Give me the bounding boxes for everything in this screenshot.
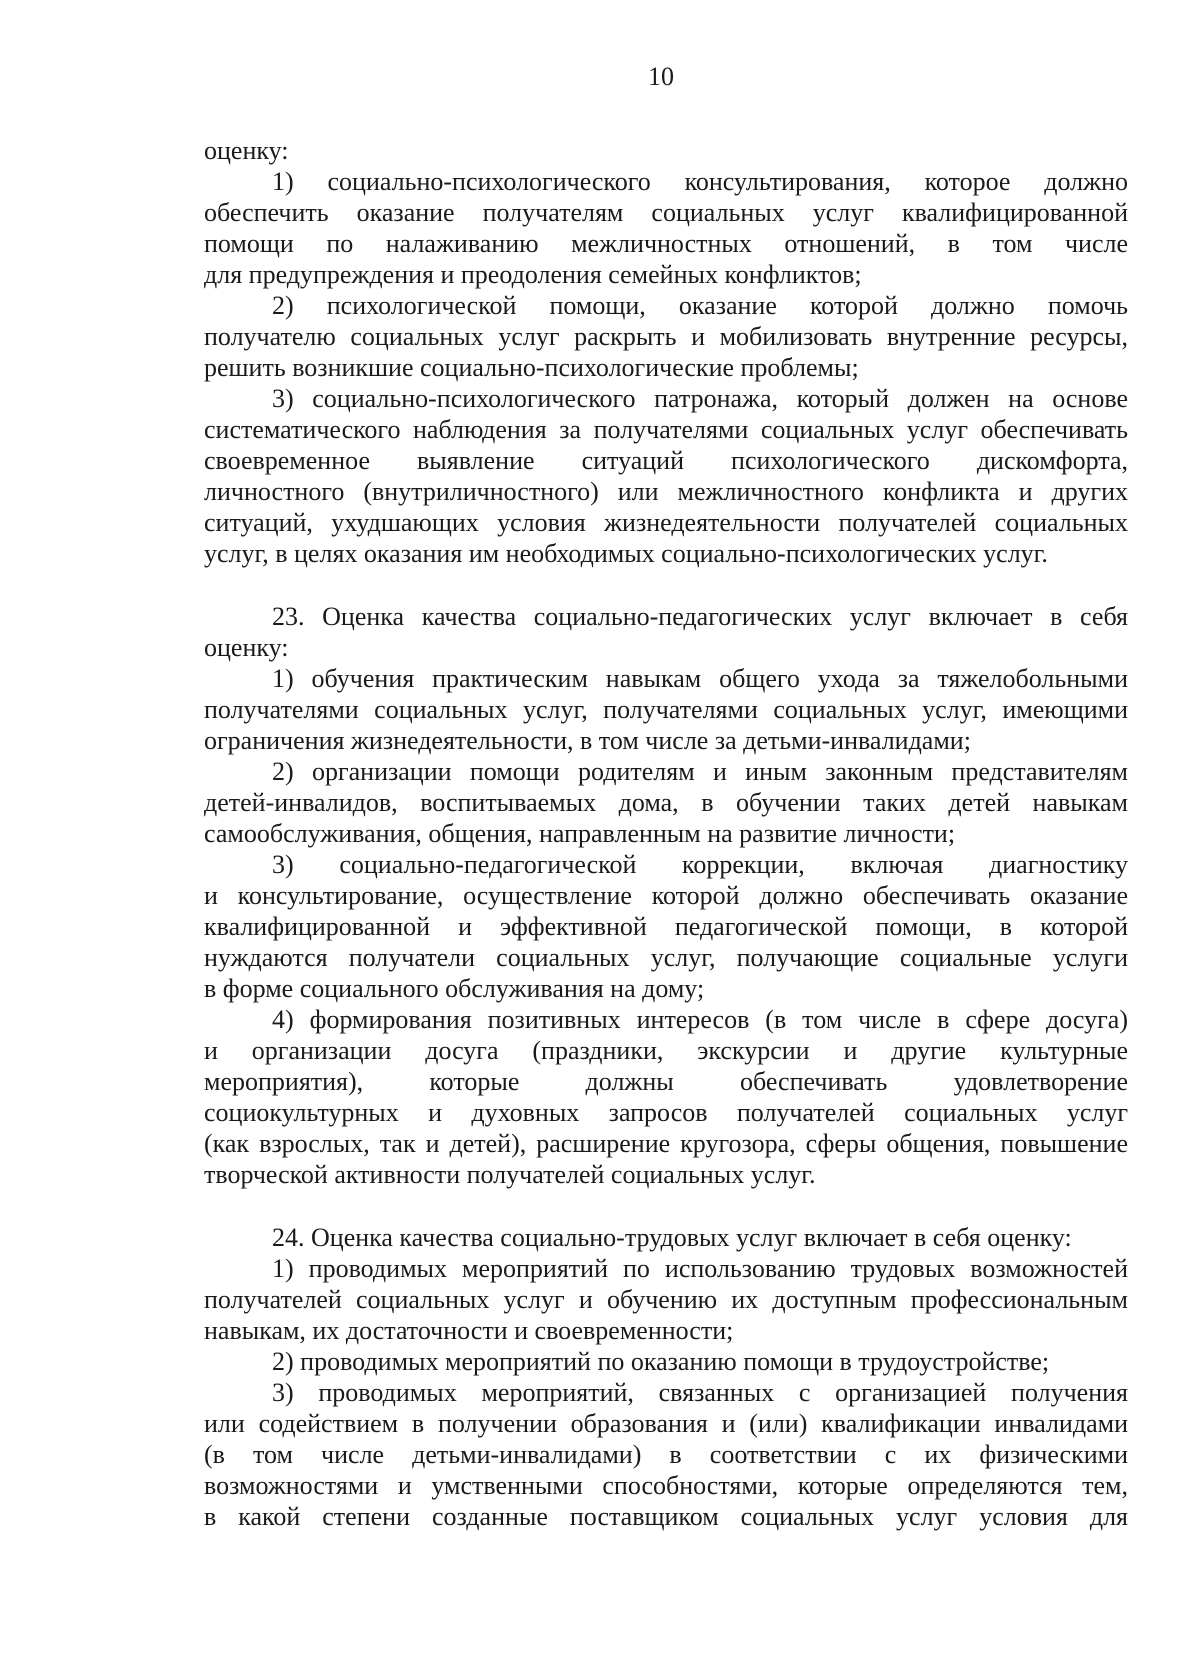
text-line: и консультирование, осуществление которой должно обеспечивать оказание [204, 881, 1128, 910]
paragraph-gap [204, 1190, 1128, 1222]
text-line: услуг, в целях оказания им необходимых социально-психологических услуг. [204, 539, 1048, 568]
text-line: решить возникшие социально-психологические проблемы; [204, 353, 859, 382]
text-line: (в том числе детьми-инвалидами) в соответствии с их физическими [204, 1440, 1128, 1469]
text-line: личностного (внутриличностного) или межличностного конфликта и других [204, 477, 1128, 506]
text-line: творческой активности получателей социальных услуг. [204, 1160, 816, 1189]
text-line: навыкам, их достаточности и своевременности; [204, 1316, 734, 1345]
text-line: ограничения жизнедеятельности, в том числе за детьми-инвалидами; [204, 726, 971, 755]
text-line: или содействием в получении образования и (или) квалификации инвалидами [204, 1409, 1128, 1438]
text-line: 1) проводимых мероприятий по использованию трудовых возможностей [272, 1254, 1128, 1283]
text-line: обеспечить оказание получателям социальных услуг квалифицированной [204, 198, 1128, 227]
text-line: нуждаются получатели социальных услуг, получающие социальные услуги [204, 943, 1128, 972]
text-line: 2) проводимых мероприятий по оказанию помощи в трудоустройстве; [272, 1347, 1050, 1376]
text-line: ситуаций, ухудшающих условия жизнедеятельности получателей социальных [204, 508, 1128, 537]
text-line: оценку: [204, 633, 289, 662]
text-line: 23. Оценка качества социально-педагогических услуг включает в себя [272, 602, 1128, 631]
text-line: 2) организации помощи родителям и иным законным представителям [272, 757, 1128, 786]
text-line: возможностями и умственными способностями, которые определяются тем, [204, 1471, 1128, 1500]
text-line: систематического наблюдения за получателями социальных услуг обеспечивать [204, 415, 1128, 444]
text-line: квалифицированной и эффективной педагогической помощи, в которой [204, 912, 1128, 941]
text-line: 1) социально-психологического консультирования, которое должно [272, 167, 1128, 196]
page-number: 10 [648, 62, 674, 91]
text-section [204, 601, 1128, 1190]
text-line: социокультурных и духовных запросов получателей социальных услуг [204, 1098, 1128, 1127]
text-line: 3) социально-психологического патронажа, который должен на основе [272, 384, 1128, 413]
text-line: 3) социально-педагогической коррекции, включая диагностику [272, 850, 1128, 879]
text-section [204, 1222, 1128, 1532]
text-line: получателей социальных услуг и обучению их доступным профессиональным [204, 1285, 1128, 1314]
text-line: и организации досуга (праздники, экскурсии и другие культурные [204, 1036, 1128, 1065]
text-line: помощи по налаживанию межличностных отношений, в том числе [204, 229, 1128, 258]
text-line: самообслуживания, общения, направленным на развитие личности; [204, 819, 956, 848]
text-line: (как взрослых, так и детей), расширение кругозора, сферы общения, повышение [204, 1129, 1128, 1158]
text-line: оценку: [204, 136, 289, 165]
paragraph-gap [204, 569, 1128, 601]
text-line: 3) проводимых мероприятий, связанных с организацией получения [272, 1378, 1128, 1407]
text-line: в форме социального обслуживания на дому; [204, 974, 705, 1003]
text-line: получателями социальных услуг, получателями социальных услуг, имеющими [204, 695, 1128, 724]
text-line: 1) обучения практическим навыкам общего ухода за тяжелобольными [272, 664, 1128, 693]
text-line: своевременное выявление ситуаций психологического дискомфорта, [204, 446, 1128, 475]
text-line: в какой степени созданные поставщиком социальных услуг условия для [204, 1502, 1128, 1531]
text-line: мероприятия), которые должны обеспечивать удовлетворение [204, 1067, 1128, 1096]
text-line: получателю социальных услуг раскрыть и мобилизовать внутренние ресурсы, [204, 322, 1128, 351]
text-line: 2) психологической помощи, оказание которой должно помочь [272, 291, 1128, 320]
text-line: для предупреждения и преодоления семейных конфликтов; [204, 260, 862, 289]
text-line: детей-инвалидов, воспитываемых дома, в обучении таких детей навыкам [204, 788, 1128, 817]
text-section [204, 135, 1128, 569]
document-body [204, 135, 1128, 1532]
text-line: 4) формирования позитивных интересов (в том числе в сфере досуга) [272, 1005, 1128, 1034]
text-line: 24. Оценка качества социально-трудовых услуг включает в себя оценку: [272, 1223, 1072, 1252]
